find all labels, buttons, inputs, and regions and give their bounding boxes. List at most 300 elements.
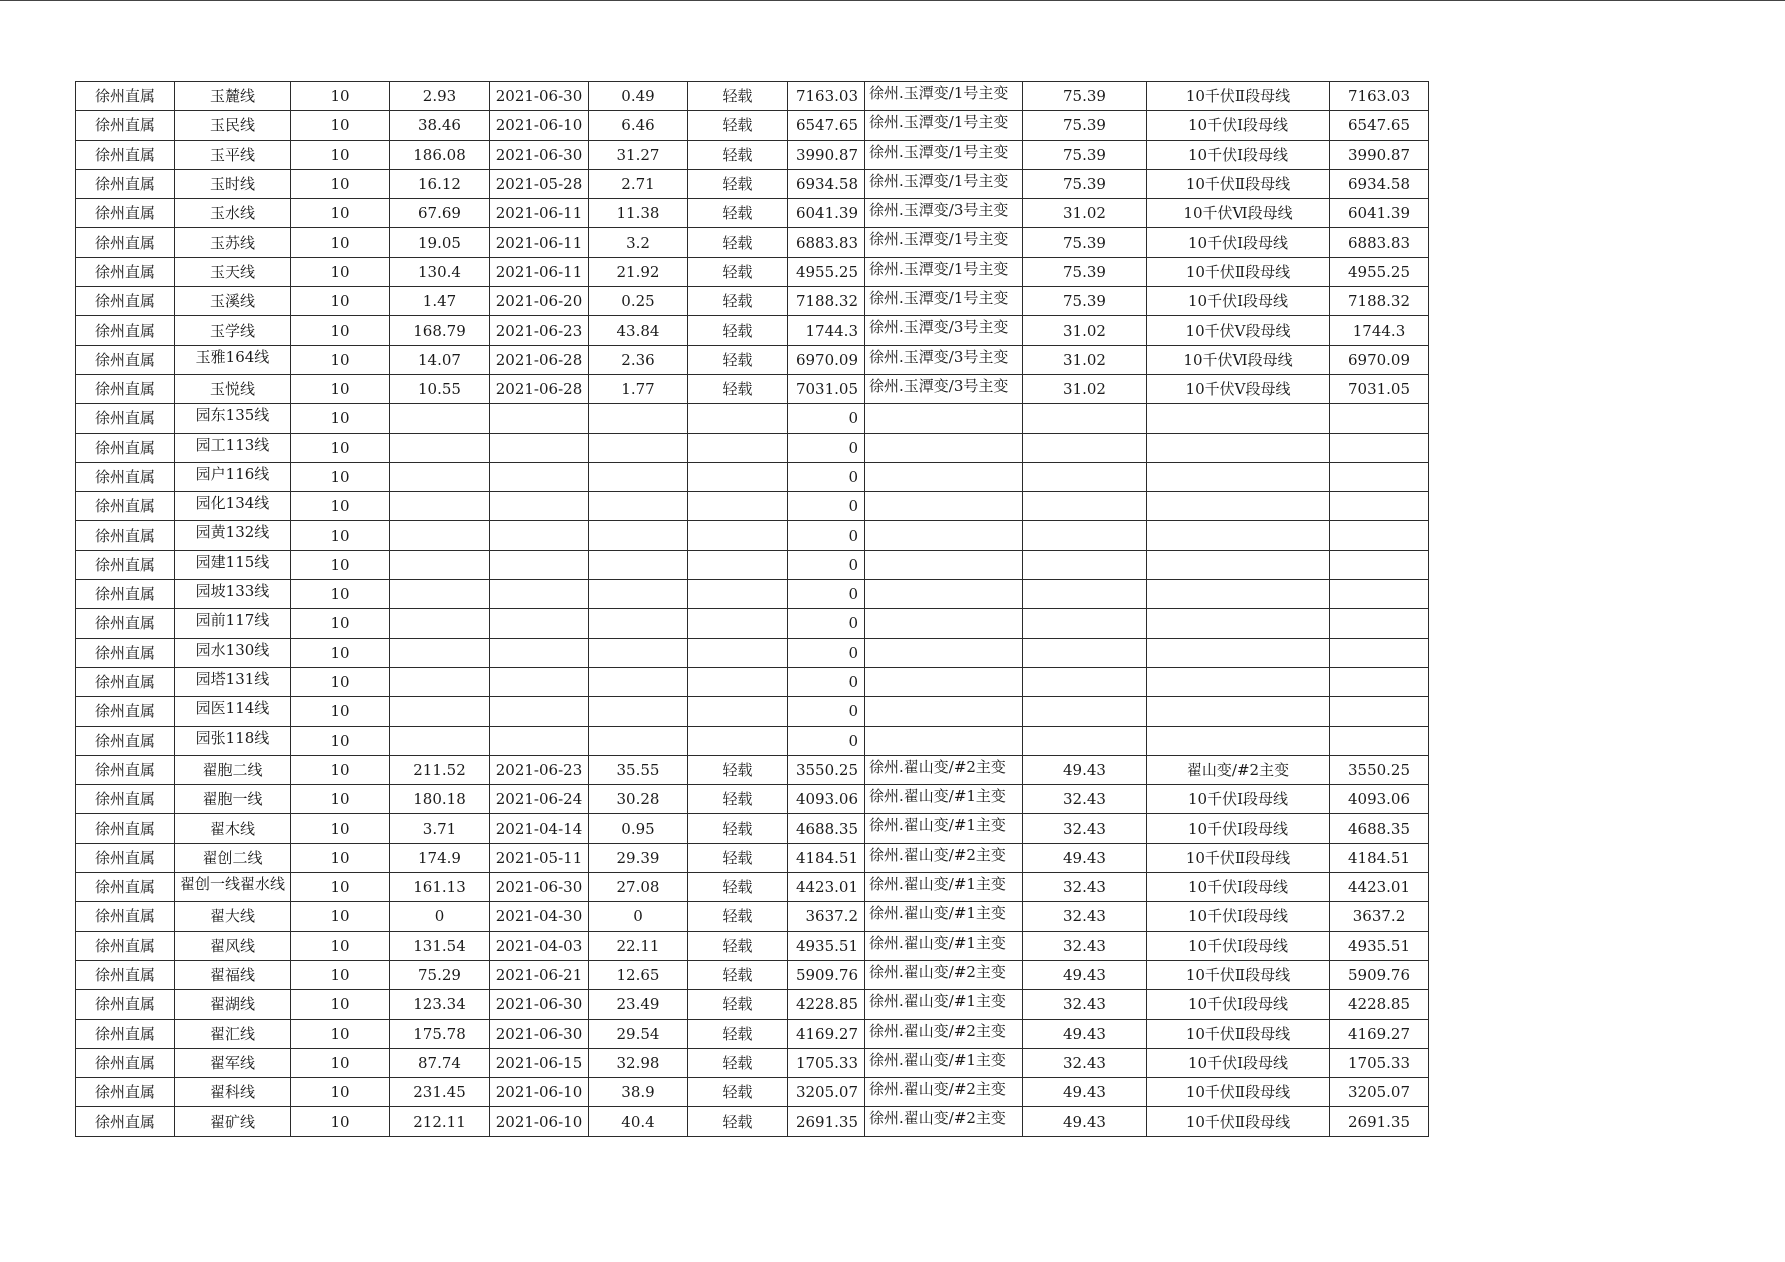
date-cell: 2021-06-11 (490, 199, 589, 228)
capacity-cell: 0 (788, 550, 865, 579)
unit-cell: 徐州直属 (76, 82, 175, 111)
line-name-cell-text: 园户116线 (195, 464, 270, 483)
transformer-load-cell (1023, 433, 1147, 462)
transformer-cell (865, 638, 1023, 667)
voltage-cell: 10 (291, 990, 390, 1019)
capacity2-cell (1330, 550, 1429, 579)
max-current-cell (390, 638, 490, 667)
status-cell: 轻载 (688, 843, 788, 872)
table-row (76, 111, 1429, 140)
capacity-cell: 0 (788, 726, 865, 755)
date-cell: 2021-06-30 (490, 990, 589, 1019)
table-row (76, 1019, 1429, 1048)
capacity2-cell: 6547.65 (1330, 111, 1429, 140)
table-row (76, 638, 1429, 667)
voltage-cell: 10 (291, 814, 390, 843)
line-name-cell (175, 580, 291, 609)
transformer-load-cell: 75.39 (1023, 82, 1147, 111)
date-cell (490, 580, 589, 609)
line-name-cell-text: 园化134线 (195, 494, 270, 513)
transformer-load-cell: 31.02 (1023, 345, 1147, 374)
busbar-cell: 10千伏Ⅱ段母线 (1147, 257, 1330, 286)
unit-cell: 徐州直属 (76, 433, 175, 462)
transformer-load-cell: 75.39 (1023, 257, 1147, 286)
line-name-cell: 翟福线 (175, 960, 291, 989)
table-row (76, 843, 1429, 872)
table-row (76, 374, 1429, 403)
transformer-cell-text: 徐州.翟山变/#2主变 (869, 1080, 1006, 1099)
transformer-cell (865, 902, 1023, 931)
line-name-cell-text: 园坡133线 (195, 582, 270, 601)
transformer-load-cell: 31.02 (1023, 316, 1147, 345)
transformer-load-cell (1023, 462, 1147, 491)
transformer-load-cell (1023, 638, 1147, 667)
voltage-cell: 10 (291, 1048, 390, 1077)
load-rate-cell: 43.84 (589, 316, 688, 345)
transformer-load-cell (1023, 492, 1147, 521)
transformer-cell (865, 404, 1023, 433)
busbar-cell: 10千伏Ⅰ段母线 (1147, 287, 1330, 316)
transformer-cell-text (869, 552, 1020, 579)
max-current-cell: 38.46 (390, 111, 490, 140)
table-row (76, 1048, 1429, 1077)
line-name-cell-text: 园建115线 (195, 552, 270, 571)
transformer-cell (865, 1107, 1023, 1136)
status-cell (688, 697, 788, 726)
voltage-cell: 10 (291, 1019, 390, 1048)
voltage-cell: 10 (291, 345, 390, 374)
capacity2-cell (1330, 638, 1429, 667)
status-cell (688, 667, 788, 696)
max-current-cell: 16.12 (390, 169, 490, 198)
transformer-cell-text: 徐州.翟山变/#1主变 (869, 787, 1006, 806)
transformer-load-cell: 32.43 (1023, 785, 1147, 814)
status-cell: 轻载 (688, 873, 788, 902)
capacity-cell: 4093.06 (788, 785, 865, 814)
load-rate-cell: 22.11 (589, 931, 688, 960)
transformer-load-cell: 32.43 (1023, 990, 1147, 1019)
voltage-cell: 10 (291, 609, 390, 638)
transformer-load-cell: 49.43 (1023, 843, 1147, 872)
capacity-cell: 3205.07 (788, 1078, 865, 1107)
load-rate-cell (589, 404, 688, 433)
date-cell (490, 609, 589, 638)
date-cell (490, 404, 589, 433)
load-rate-cell (589, 726, 688, 755)
date-cell (490, 492, 589, 521)
busbar-cell: 10千伏Ⅱ段母线 (1147, 843, 1330, 872)
capacity-cell: 6970.09 (788, 345, 865, 374)
table-row (76, 228, 1429, 257)
transformer-load-cell: 49.43 (1023, 755, 1147, 784)
transformer-cell-text (869, 698, 1020, 725)
table-row (76, 316, 1429, 345)
line-name-cell (175, 404, 291, 433)
table-row (76, 609, 1429, 638)
status-cell: 轻载 (688, 287, 788, 316)
transformer-cell-text: 徐州.翟山变/#2主变 (869, 757, 1006, 776)
load-rate-cell (589, 492, 688, 521)
load-rate-cell (589, 550, 688, 579)
status-cell (688, 550, 788, 579)
transformer-cell-text (869, 581, 1020, 608)
capacity-cell: 4688.35 (788, 814, 865, 843)
transformer-cell-text: 徐州.翟山变/#2主变 (869, 1021, 1006, 1040)
status-cell: 轻载 (688, 374, 788, 403)
max-current-cell: 3.71 (390, 814, 490, 843)
busbar-cell (1147, 492, 1330, 521)
transformer-cell (865, 873, 1023, 902)
load-rate-cell: 35.55 (589, 755, 688, 784)
table-row (76, 257, 1429, 286)
max-current-cell: 19.05 (390, 228, 490, 257)
line-name-cell: 玉民线 (175, 111, 291, 140)
busbar-cell: 10千伏Ⅰ段母线 (1147, 111, 1330, 140)
capacity-cell: 4423.01 (788, 873, 865, 902)
table-row (76, 990, 1429, 1019)
busbar-cell: 10千伏Ⅰ段母线 (1147, 228, 1330, 257)
load-rate-cell (589, 521, 688, 550)
capacity2-cell: 3990.87 (1330, 140, 1429, 169)
transformer-cell (865, 814, 1023, 843)
status-cell (688, 726, 788, 755)
max-current-cell: 14.07 (390, 345, 490, 374)
transformer-load-cell (1023, 404, 1147, 433)
max-current-cell: 131.54 (390, 931, 490, 960)
line-name-cell (175, 433, 291, 462)
max-current-cell: 1.47 (390, 287, 490, 316)
transformer-cell-text: 徐州.玉潭变/3号主变 (869, 376, 1009, 395)
unit-cell: 徐州直属 (76, 228, 175, 257)
max-current-cell (390, 462, 490, 491)
voltage-cell: 10 (291, 785, 390, 814)
line-name-cell (175, 345, 291, 374)
capacity2-cell: 4688.35 (1330, 814, 1429, 843)
unit-cell: 徐州直属 (76, 287, 175, 316)
voltage-cell: 10 (291, 316, 390, 345)
busbar-cell (1147, 726, 1330, 755)
transformer-load-cell: 49.43 (1023, 1107, 1147, 1136)
voltage-cell: 10 (291, 82, 390, 111)
capacity2-cell (1330, 462, 1429, 491)
capacity2-cell: 4935.51 (1330, 931, 1429, 960)
busbar-cell: 10千伏Ⅰ段母线 (1147, 902, 1330, 931)
line-name-cell-text: 园黄132线 (195, 523, 270, 542)
load-rate-cell: 29.39 (589, 843, 688, 872)
capacity2-cell: 4169.27 (1330, 1019, 1429, 1048)
capacity2-cell: 7163.03 (1330, 82, 1429, 111)
capacity2-cell (1330, 433, 1429, 462)
busbar-cell: 10千伏Ⅵ段母线 (1147, 345, 1330, 374)
transformer-load-cell: 75.39 (1023, 140, 1147, 169)
transformer-cell (865, 843, 1023, 872)
capacity2-cell (1330, 492, 1429, 521)
unit-cell: 徐州直属 (76, 1048, 175, 1077)
transformer-cell-text: 徐州.玉潭变/1号主变 (869, 142, 1009, 161)
capacity-cell: 0 (788, 609, 865, 638)
transformer-cell-text: 徐州.翟山变/#2主变 (869, 962, 1006, 981)
date-cell: 2021-06-10 (490, 1107, 589, 1136)
table-row (76, 492, 1429, 521)
load-rate-cell (589, 580, 688, 609)
line-name-cell: 翟军线 (175, 1048, 291, 1077)
date-cell: 2021-06-10 (490, 1078, 589, 1107)
date-cell (490, 550, 589, 579)
date-cell: 2021-05-11 (490, 843, 589, 872)
line-name-cell-text: 园张118线 (195, 728, 270, 747)
voltage-cell: 10 (291, 931, 390, 960)
transformer-cell-text: 徐州.翟山变/#1主变 (869, 933, 1006, 952)
table-row (76, 169, 1429, 198)
status-cell: 轻载 (688, 785, 788, 814)
table-row (76, 1078, 1429, 1107)
status-cell: 轻载 (688, 316, 788, 345)
table-row (76, 785, 1429, 814)
unit-cell: 徐州直属 (76, 345, 175, 374)
transformer-load-cell (1023, 521, 1147, 550)
date-cell (490, 638, 589, 667)
busbar-cell (1147, 609, 1330, 638)
capacity2-cell (1330, 726, 1429, 755)
table-row (76, 345, 1429, 374)
max-current-cell (390, 667, 490, 696)
capacity-cell: 0 (788, 433, 865, 462)
voltage-cell: 10 (291, 667, 390, 696)
capacity-cell: 6934.58 (788, 169, 865, 198)
capacity-cell: 1705.33 (788, 1048, 865, 1077)
table-row (76, 287, 1429, 316)
transformer-cell (865, 1078, 1023, 1107)
load-rate-cell (589, 462, 688, 491)
busbar-cell (1147, 667, 1330, 696)
voltage-cell: 10 (291, 492, 390, 521)
date-cell (490, 667, 589, 696)
date-cell: 2021-06-24 (490, 785, 589, 814)
unit-cell: 徐州直属 (76, 111, 175, 140)
transformer-load-cell: 75.39 (1023, 111, 1147, 140)
line-name-cell: 翟矿线 (175, 1107, 291, 1136)
status-cell (688, 609, 788, 638)
status-cell: 轻载 (688, 755, 788, 784)
transformer-cell (865, 755, 1023, 784)
capacity2-cell: 4423.01 (1330, 873, 1429, 902)
transformer-load-cell (1023, 667, 1147, 696)
table-row (76, 1107, 1429, 1136)
unit-cell: 徐州直属 (76, 990, 175, 1019)
capacity2-cell: 6970.09 (1330, 345, 1429, 374)
transformer-load-cell (1023, 726, 1147, 755)
date-cell: 2021-06-28 (490, 374, 589, 403)
status-cell: 轻载 (688, 345, 788, 374)
status-cell: 轻载 (688, 111, 788, 140)
date-cell: 2021-06-30 (490, 82, 589, 111)
line-name-cell: 玉学线 (175, 316, 291, 345)
table-row (76, 462, 1429, 491)
unit-cell: 徐州直属 (76, 902, 175, 931)
load-rate-cell: 30.28 (589, 785, 688, 814)
load-rate-cell (589, 697, 688, 726)
transformer-load-cell: 75.39 (1023, 169, 1147, 198)
voltage-cell: 10 (291, 521, 390, 550)
transformer-cell-text (869, 522, 1020, 549)
load-rate-cell (589, 667, 688, 696)
voltage-cell: 10 (291, 111, 390, 140)
status-cell: 轻载 (688, 902, 788, 931)
transformer-cell (865, 169, 1023, 198)
voltage-cell: 10 (291, 169, 390, 198)
capacity2-cell (1330, 404, 1429, 433)
unit-cell: 徐州直属 (76, 960, 175, 989)
capacity2-cell: 6883.83 (1330, 228, 1429, 257)
voltage-cell: 10 (291, 638, 390, 667)
capacity-cell: 0 (788, 521, 865, 550)
date-cell (490, 697, 589, 726)
data-table (75, 81, 1429, 1137)
unit-cell: 徐州直属 (76, 638, 175, 667)
max-current-cell: 180.18 (390, 785, 490, 814)
busbar-cell: 10千伏Ⅱ段母线 (1147, 82, 1330, 111)
status-cell (688, 580, 788, 609)
line-name-cell: 翟汇线 (175, 1019, 291, 1048)
transformer-cell (865, 287, 1023, 316)
transformer-load-cell (1023, 609, 1147, 638)
capacity2-cell: 4955.25 (1330, 257, 1429, 286)
voltage-cell: 10 (291, 755, 390, 784)
max-current-cell: 175.78 (390, 1019, 490, 1048)
unit-cell: 徐州直属 (76, 785, 175, 814)
voltage-cell: 10 (291, 843, 390, 872)
busbar-cell: 10千伏Ⅱ段母线 (1147, 1019, 1330, 1048)
line-name-cell: 玉水线 (175, 199, 291, 228)
load-rate-cell: 2.36 (589, 345, 688, 374)
capacity-cell: 6547.65 (788, 111, 865, 140)
capacity-cell: 4169.27 (788, 1019, 865, 1048)
transformer-load-cell: 49.43 (1023, 1078, 1147, 1107)
load-rate-cell: 32.98 (589, 1048, 688, 1077)
line-name-cell: 玉时线 (175, 169, 291, 198)
transformer-cell (865, 140, 1023, 169)
date-cell: 2021-06-15 (490, 1048, 589, 1077)
line-name-cell-text: 园水130线 (195, 640, 270, 659)
table-row (76, 140, 1429, 169)
line-name-cell: 翟湖线 (175, 990, 291, 1019)
capacity2-cell: 4093.06 (1330, 785, 1429, 814)
status-cell (688, 404, 788, 433)
voltage-cell: 10 (291, 287, 390, 316)
transformer-cell-text: 徐州.翟山变/#1主变 (869, 992, 1006, 1011)
table-row (76, 550, 1429, 579)
transformer-cell-text: 徐州.玉潭变/1号主变 (869, 171, 1009, 190)
busbar-cell: 10千伏Ⅰ段母线 (1147, 785, 1330, 814)
table-row (76, 580, 1429, 609)
busbar-cell: 10千伏Ⅰ段母线 (1147, 140, 1330, 169)
line-name-cell: 玉天线 (175, 257, 291, 286)
max-current-cell: 10.55 (390, 374, 490, 403)
status-cell: 轻载 (688, 1048, 788, 1077)
status-cell (688, 638, 788, 667)
load-rate-cell: 1.77 (589, 374, 688, 403)
capacity-cell: 5909.76 (788, 960, 865, 989)
transformer-load-cell: 31.02 (1023, 374, 1147, 403)
max-current-cell: 168.79 (390, 316, 490, 345)
capacity-cell: 3990.87 (788, 140, 865, 169)
max-current-cell (390, 726, 490, 755)
date-cell: 2021-06-30 (490, 1019, 589, 1048)
capacity2-cell: 3205.07 (1330, 1078, 1429, 1107)
unit-cell: 徐州直属 (76, 843, 175, 872)
capacity2-cell: 4228.85 (1330, 990, 1429, 1019)
capacity2-cell: 3637.2 (1330, 902, 1429, 931)
busbar-cell: 10千伏Ⅱ段母线 (1147, 1107, 1330, 1136)
line-name-cell: 翟胞一线 (175, 785, 291, 814)
load-rate-cell: 0.95 (589, 814, 688, 843)
transformer-cell (865, 580, 1023, 609)
load-rate-cell: 2.71 (589, 169, 688, 198)
line-name-cell (175, 550, 291, 579)
unit-cell: 徐州直属 (76, 1107, 175, 1136)
load-rate-cell (589, 638, 688, 667)
capacity-cell: 3637.2 (788, 902, 865, 931)
capacity2-cell: 7188.32 (1330, 287, 1429, 316)
busbar-cell (1147, 521, 1330, 550)
load-rate-cell: 0.25 (589, 287, 688, 316)
load-rate-cell: 27.08 (589, 873, 688, 902)
transformer-cell (865, 316, 1023, 345)
transformer-load-cell: 32.43 (1023, 873, 1147, 902)
voltage-cell: 10 (291, 462, 390, 491)
max-current-cell: 0 (390, 902, 490, 931)
transformer-cell-text: 徐州.玉潭变/1号主变 (869, 84, 1009, 102)
date-cell: 2021-04-30 (490, 902, 589, 931)
load-rate-cell: 12.65 (589, 960, 688, 989)
capacity2-cell (1330, 609, 1429, 638)
transformer-cell-text: 徐州.玉潭变/1号主变 (869, 259, 1009, 278)
unit-cell: 徐州直属 (76, 755, 175, 784)
line-name-cell: 玉平线 (175, 140, 291, 169)
transformer-cell (865, 667, 1023, 696)
transformer-cell-text: 徐州.翟山变/#1主变 (869, 875, 1006, 894)
status-cell: 轻载 (688, 82, 788, 111)
voltage-cell: 10 (291, 404, 390, 433)
capacity-cell: 7163.03 (788, 82, 865, 111)
transformer-cell (865, 990, 1023, 1019)
max-current-cell (390, 492, 490, 521)
busbar-cell: 10千伏Ⅵ段母线 (1147, 199, 1330, 228)
date-cell: 2021-06-20 (490, 287, 589, 316)
voltage-cell: 10 (291, 550, 390, 579)
transformer-load-cell: 32.43 (1023, 931, 1147, 960)
capacity-cell: 2691.35 (788, 1107, 865, 1136)
capacity-cell: 1744.3 (788, 316, 865, 345)
transformer-cell (865, 345, 1023, 374)
capacity-cell: 4955.25 (788, 257, 865, 286)
status-cell: 轻载 (688, 169, 788, 198)
busbar-cell (1147, 433, 1330, 462)
transformer-load-cell: 31.02 (1023, 199, 1147, 228)
load-rate-cell: 6.46 (589, 111, 688, 140)
voltage-cell: 10 (291, 960, 390, 989)
capacity-cell: 0 (788, 580, 865, 609)
transformer-cell (865, 1048, 1023, 1077)
table-row (76, 199, 1429, 228)
voltage-cell: 10 (291, 1107, 390, 1136)
voltage-cell: 10 (291, 140, 390, 169)
unit-cell: 徐州直属 (76, 697, 175, 726)
load-rate-cell: 40.4 (589, 1107, 688, 1136)
busbar-cell: 10千伏Ⅰ段母线 (1147, 873, 1330, 902)
date-cell: 2021-06-21 (490, 960, 589, 989)
line-name-cell: 翟风线 (175, 931, 291, 960)
